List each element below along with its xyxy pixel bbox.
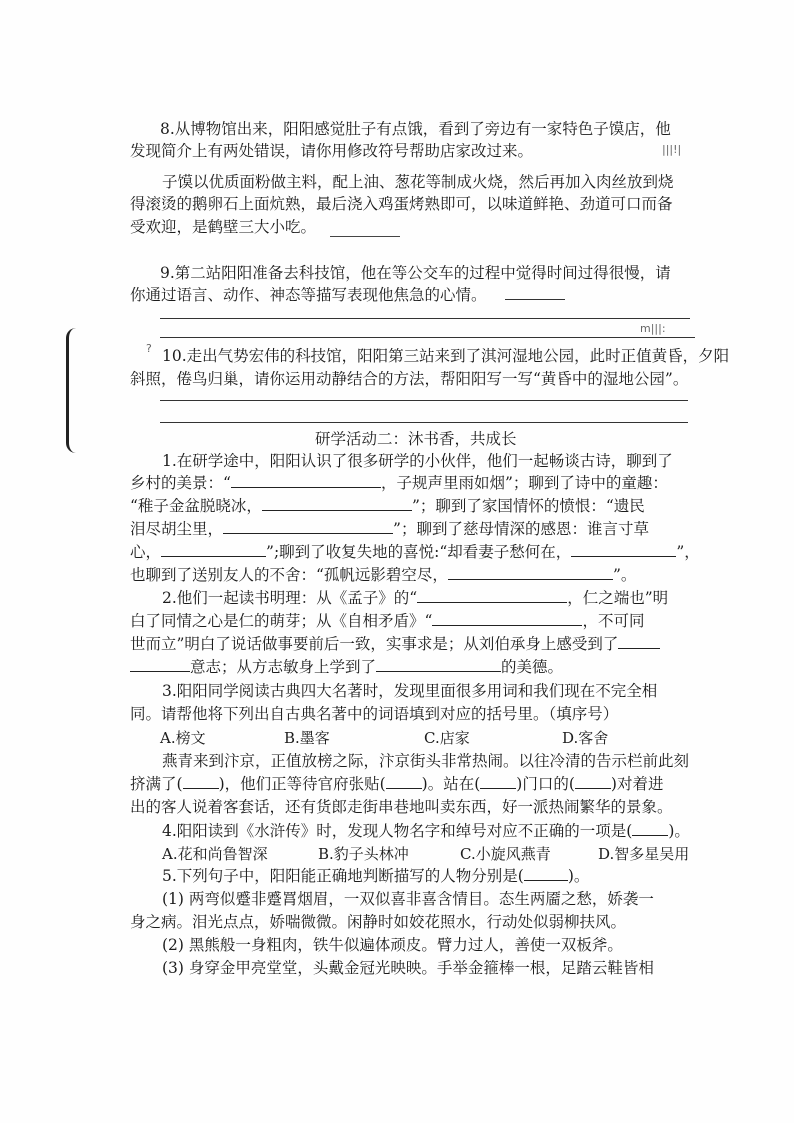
fill-blank[interactable] (161, 542, 266, 557)
s2q5-item-1: (1) 两弯似蹙非蹙罥烟眉，一双似喜非喜含情目。态生两靥之愁，娇袭一 (162, 890, 654, 908)
s2q5-item-2: (2) 黑熊般一身粗肉，铁牛似遍体顽皮。臂力过人，善使一双板斧。 (162, 936, 623, 954)
s2q3-passage-1: 燕青来到汴京，正值放榜之际，汴京街头非常热闹。以往冷清的告示栏前此刻 (162, 752, 690, 770)
q8-passage-line-2: 得滚烫的鹅卵石上面炕熟，最后浇入鸡蛋烤熟即可，以味道鲜艳、劲道可口而备 (130, 195, 673, 213)
margin-mark: m|||: (640, 322, 666, 335)
s2q2-text: ，仁之端也”明 (567, 589, 669, 607)
s2q4-text: 4.阳阳读到《水浒传》时，发现人物名字和绰号对应不正确的一项是( (162, 822, 633, 840)
s2q3-option-c: C.店家 (424, 729, 470, 747)
s2q3-passage-2 (130, 773, 663, 795)
fill-blank[interactable] (417, 588, 567, 603)
s2q3-option-a: A.榜文 (160, 729, 206, 747)
s2q5-text: )。 (567, 867, 590, 885)
s2q1-text: ”；聊到了慈母情深的感恩：谁言寸草 (393, 520, 649, 538)
s2q4-text: )。 (668, 822, 690, 840)
q8-line-1: 8.从博物馆出来，阳阳感觉肚子有点饿，看到了旁边有一家特色子馍店，他 (160, 120, 671, 138)
s2q3-line-2: 同。请帮他将下列出自古典名著中的词语填到对应的括号里。（填序号） (130, 705, 619, 723)
s2q2-line-4 (130, 656, 563, 678)
answer-line[interactable] (160, 337, 695, 338)
answer-line[interactable] (160, 400, 688, 401)
s2q1-text: ”， (676, 543, 700, 561)
s2q1-text: 泪尽胡尘里， (130, 520, 224, 538)
s2q2-text: 的美德。 (501, 658, 564, 676)
fill-blank[interactable] (231, 473, 381, 488)
s2q4-option-c: C.小旋风燕青 (460, 845, 551, 863)
s2q1-line-1: 1.在研学途中，阳阳认识了很多研学的小伙伴，他们一起畅谈古诗，聊到了 (162, 452, 673, 470)
s2q5-text: 5.下列句子中，阳阳能正确地判断描写的人物分别是( (162, 867, 524, 885)
section-title: 研学活动二：沐书香，共成长 (315, 430, 517, 448)
s2q1-line-3 (130, 495, 645, 517)
margin-mark: |||!| (662, 143, 682, 156)
s2q2-text: 白了同情之心是仁的萌芽；从《自相矛盾》“ (130, 612, 433, 630)
s2q1-text: ”。 (612, 566, 637, 584)
q9-line-1: 9.第二站阳阳准备去科技馆，他在等公交车的过程中觉得时间过得很慢，请 (160, 264, 671, 282)
binding-bracket (66, 328, 77, 453)
s2q3-text: )，他们正等待官府张贴( (218, 775, 386, 793)
s2q3-option-d: D.客舍 (562, 729, 609, 747)
s2q3-passage-3: 出的客人说着客套话，还有货郎走街串巷地叫卖东西，好一派热闹繁华的景象。 (130, 798, 673, 816)
answer-line[interactable] (505, 299, 565, 300)
answer-paren[interactable] (575, 788, 611, 789)
s2q1-text: “稚子金盆脱晓冰， (130, 497, 262, 515)
s2q1-line-6 (130, 564, 636, 586)
s2q2-line-2 (130, 610, 644, 632)
fill-blank[interactable] (223, 519, 393, 534)
s2q5-item-1-cont: 身之病。泪光点点，娇喘微微。闲静时如姣花照水，行动处似弱柳扶风。 (130, 913, 627, 931)
q10-line-2: 斜照，倦鸟归巢，请你运用动静结合的方法，帮阳阳写一写“黄昏中的湿地公园”。 (130, 370, 689, 388)
s2q2-line-3 (130, 633, 660, 655)
s2q2-text: 世而立”明白了说话做事要前后一致，实事求是；从刘伯承身上感受到了 (130, 635, 619, 653)
s2q1-text: 乡村的美景：“ (130, 474, 231, 492)
s2q4-option-b: B.豹子头林冲 (318, 845, 409, 863)
fill-blank[interactable] (618, 634, 660, 649)
fill-blank[interactable] (130, 657, 190, 672)
answer-paren[interactable] (183, 788, 219, 789)
margin-mark: ? (146, 342, 152, 355)
s2q1-text: 心， (130, 543, 162, 561)
s2q1-text: ”；聊到了家国情怀的愤恨：“遗民 (411, 497, 645, 515)
q8-line-2: 发现简介上有两处错误，请你用修改符号帮助店家改过来。 (130, 142, 534, 160)
s2q2-text: 2.他们一起读书明理：从《孟子》的“ (162, 589, 418, 607)
scan-mark (330, 236, 400, 237)
answer-line[interactable] (160, 318, 690, 319)
answer-paren[interactable] (632, 835, 668, 836)
answer-paren[interactable] (480, 788, 516, 789)
answer-paren[interactable] (524, 880, 568, 881)
s2q1-text: ，子规声里雨如烟”；聊到了诗中的童趣： (380, 474, 668, 492)
s2q4-line-1 (162, 820, 690, 842)
fill-blank[interactable] (448, 565, 613, 580)
s2q2-line-1 (162, 587, 668, 609)
s2q5-item-3: (3) 身穿金甲亮堂堂，头戴金冠光映映。手举金箍棒一根，足踏云鞋皆相 (162, 959, 654, 977)
s2q3-option-b: B.墨客 (284, 729, 330, 747)
answer-paren[interactable] (386, 788, 422, 789)
q8-passage-line-1: 子馍以优质面粉做主料，配上油、葱花等制成火烧，然后再加入肉丝放到烧 (162, 173, 674, 191)
answer-line[interactable] (160, 422, 688, 423)
s2q3-text: 挤满了( (130, 775, 183, 793)
s2q2-text: ，不可同 (582, 612, 645, 630)
fill-blank[interactable] (571, 542, 676, 557)
s2q2-text: 意志；从方志敏身上学到了 (190, 658, 377, 676)
q9-line-2: 你通过语言、动作、神态等描写表现他焦急的心情。 (130, 286, 487, 304)
s2q4-option-a: A.花和尚鲁智深 (162, 845, 268, 863)
s2q1-text: ”;聊到了收复失地的喜悦:“却看妻子愁何在， (266, 543, 572, 561)
fill-blank[interactable] (432, 611, 582, 626)
s2q1-line-4 (130, 518, 649, 540)
s2q3-text: )对着进 (610, 775, 664, 793)
s2q3-text: )门口的( (516, 775, 575, 793)
q8-passage-line-3: 受欢迎，是鹤壁三大小吃。 (130, 218, 317, 236)
s2q3-line-1: 3.阳阳同学阅读古典四大名著时，发现里面很多用词和我们现在不完全相 (162, 682, 658, 700)
s2q4-option-d: D.智多星吴用 (598, 845, 690, 863)
q10-line-1: 10.走出气势宏伟的科技馆，阳阳第三站来到了淇河湿地公园，此时正值黄昏，夕阳 (162, 347, 730, 365)
s2q1-line-5 (130, 541, 700, 563)
s2q3-text: )。站在( (421, 775, 481, 793)
fill-blank[interactable] (376, 657, 501, 672)
s2q1-line-2 (130, 472, 668, 494)
fill-blank[interactable] (262, 496, 412, 511)
s2q5-line-1 (162, 865, 589, 887)
s2q1-text: 也聊到了送别友人的不舍：“孤帆远影碧空尽， (130, 566, 448, 584)
